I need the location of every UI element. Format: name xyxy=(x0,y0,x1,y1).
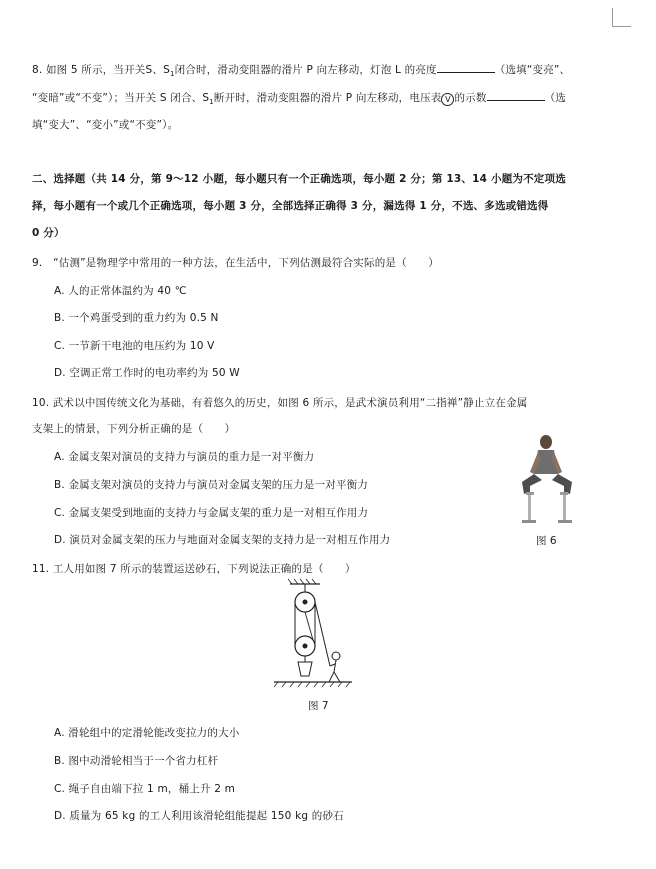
figure-6-martial-artist-image xyxy=(516,430,578,526)
figure-7-caption: 图 7 xyxy=(308,700,329,712)
q9-option-c[interactable]: C. 一节新干电池的电压约为 10 V xyxy=(54,340,215,352)
q10-option-b[interactable]: B. 金属支架对演员的支持力与演员对金属支架的压力是一对平衡力 xyxy=(54,479,369,491)
section-heading-line-2: 择，每小题有一个或几个正确选项，每小题 3 分，全部选择正确得 3 分，漏选得 1 分，不选、多选或错选得 xyxy=(32,200,549,212)
page-corner-mark xyxy=(612,8,631,27)
q8-text: 闭合时，滑动变阻器的滑片 P 向左移动，灯泡 L 的亮度 xyxy=(174,64,437,76)
section-heading-line-1: 二、选择题（共 14 分，第 9～12 小题，每小题只有一个正确选项，每小题 2 分；第 13、14 小题为不定项选 xyxy=(32,173,566,185)
answer-blank[interactable] xyxy=(437,62,495,73)
q8-text: 断开时，滑动变阻器的滑片 P 向左移动，电压表 xyxy=(213,92,442,104)
q8-line-1 xyxy=(32,62,570,81)
q11-option-b[interactable]: B. 图中动滑轮相当于一个省力杠杆 xyxy=(54,755,219,767)
q8-text: 的示数 xyxy=(454,92,487,104)
q11-option-c[interactable]: C. 绳子自由端下拉 1 m，桶上升 2 m xyxy=(54,783,236,795)
q11-stem: 11. 工人用如图 7 所示的装置运送砂石，下列说法正确的是（ ） xyxy=(32,563,356,575)
q8-text: 8. 如图 5 所示，当开关S、S xyxy=(32,64,170,76)
q10-option-c[interactable]: C. 金属支架受到地面的支持力与金属支架的重力是一对相互作用力 xyxy=(54,507,369,519)
q10-option-a[interactable]: A. 金属支架对演员的支持力与演员的重力是一对平衡力 xyxy=(54,451,315,463)
q9-option-b[interactable]: B. 一个鸡蛋受到的重力约为 0.5 N xyxy=(54,312,219,324)
figure-6-caption: 图 6 xyxy=(536,535,557,547)
q8-line-3: 填“变大”、“变小”或“不变”）。 xyxy=(32,119,179,131)
q10-option-d[interactable]: D. 演员对金属支架的压力与地面对金属支架的支持力是一对相互作用力 xyxy=(54,534,391,546)
q8-text: （选 xyxy=(544,92,566,104)
q8-subscript: 1 xyxy=(169,70,175,79)
q11-option-d[interactable]: D. 质量为 65 kg 的工人利用该滑轮组能提起 150 kg 的砂石 xyxy=(54,810,344,822)
figure-7-pulley-diagram xyxy=(268,578,358,690)
answer-blank[interactable] xyxy=(487,90,545,101)
q9-option-d[interactable]: D. 空调正常工作时的电功率约为 50 W xyxy=(54,367,240,379)
section-heading-line-3: 0 分） xyxy=(32,227,65,239)
q11-option-a[interactable]: A. 滑轮组中的定滑轮能改变拉力的大小 xyxy=(54,727,240,739)
q9-option-a[interactable]: A. 人的正常体温约为 40 ℃ xyxy=(54,285,187,297)
q8-text: （选填“变亮”、 xyxy=(494,64,571,76)
q9-stem: 9. “估测”是物理学中常用的一种方法，在生活中，下列估测最符合实际的是（ ） xyxy=(32,257,439,269)
q10-stem-line-2: 支架上的情景，下列分析正确的是（ ） xyxy=(32,423,236,435)
voltmeter-symbol: V xyxy=(441,93,454,106)
q8-text: “变暗”或“不变”）；当开关 S 闭合、S xyxy=(32,92,210,104)
q10-stem-line-1: 10. 武术以中国传统文化为基础，有着悠久的历史，如图 6 所示，是武术演员利用“二指禅”静止立在金属 xyxy=(32,397,528,409)
q8-subscript: 1 xyxy=(209,98,214,107)
q8-line-2 xyxy=(32,90,566,109)
